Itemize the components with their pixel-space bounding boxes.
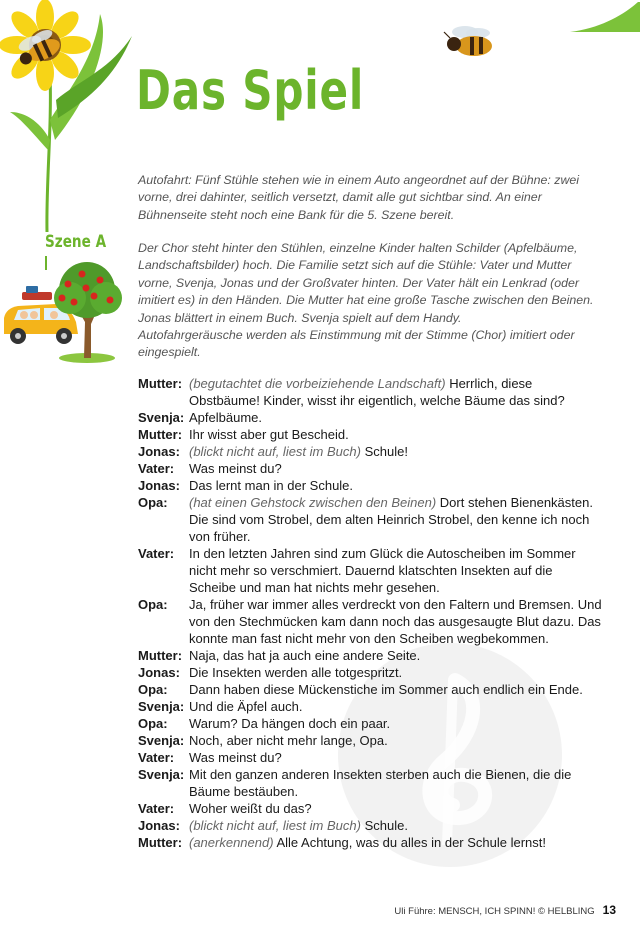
speaker-name: Mutter:	[138, 835, 183, 850]
speaker-name: Jonas:	[138, 478, 180, 493]
dialogue-text	[189, 545, 603, 596]
spoken-text: Noch, aber nicht mehr lange, Opa.	[189, 733, 388, 748]
dialogue-line	[138, 477, 603, 494]
accent-line	[45, 256, 49, 270]
dialogue-text	[189, 749, 603, 766]
dialogue-text	[189, 460, 603, 477]
dialogue-text	[189, 494, 603, 545]
stage-direction-inline: (blickt nicht auf, liest im Buch)	[189, 818, 361, 833]
dialogue-text	[189, 375, 603, 409]
dialogue-text	[189, 732, 603, 749]
dialogue-line	[138, 664, 603, 681]
spoken-text: Schule!	[360, 444, 408, 459]
dialogue-text	[189, 647, 603, 664]
spoken-text: Die Insekten werden alle totgespritzt.	[189, 665, 403, 680]
bee-icon	[440, 24, 502, 62]
spoken-text: Dann haben diese Mückenstiche im Sommer auch endlich ein Ende.	[189, 682, 583, 697]
speaker-name: Jonas:	[138, 818, 180, 833]
footer-credit: Uli Führe: MENSCH, ICH SPINN! © HELBLING	[394, 906, 595, 917]
dialogue-line	[138, 545, 603, 596]
spoken-text: Was meinst du?	[189, 750, 282, 765]
stage-direction-text: Der Chor steht hinter den Stühlen, einzelne Kinder halten Schilder (Apfelbäume, Landschaftsbilder) hoch. Die Familie setzt sich auf die Stühle: Vater und Mutter vorne, Svenja, Jonas und der Großvater hinten. Der Vater hält ein Lenkrad (oder imitiert es) in den Händen. Die Mutter hat eine große Tasche zwischen den Beinen. Jonas blättert in einem Buch. Svenja spielt auf dem Handy.	[138, 241, 594, 325]
apple-tree-icon	[48, 254, 126, 364]
spoken-text: Das lernt man in der Schule.	[189, 478, 354, 493]
spoken-text: In den letzten Jahren sind zum Glück die Autoscheiben im Sommer nicht mehr so verschmiert. Dauernd klatschten Insekten auf die Scheibe und man hat nichts mehr gesehen.	[189, 546, 576, 595]
spoken-text: Schule.	[360, 818, 408, 833]
speaker-name: Opa:	[138, 597, 168, 612]
dialogue-line	[138, 409, 603, 426]
stage-direction-inline: (blickt nicht auf, liest im Buch)	[189, 444, 361, 459]
speaker-name: Opa:	[138, 495, 168, 510]
speaker-name: Jonas:	[138, 444, 180, 459]
dialogue-text	[189, 477, 603, 494]
page-number: 13	[602, 903, 616, 917]
dialogue-text	[189, 715, 603, 732]
spoken-text: Mit den ganzen anderen Insekten sterben auch die Bienen, die die Bäume bestäuben.	[189, 767, 572, 799]
spoken-text: Naja, das hat ja auch eine andere Seite.	[189, 648, 421, 663]
dialogue-line	[138, 596, 603, 647]
dialogue-text	[189, 698, 603, 715]
speaker-name: Mutter:	[138, 376, 183, 391]
speaker-name: Mutter:	[138, 648, 183, 663]
footer	[394, 903, 616, 917]
dialogue-line	[138, 443, 603, 460]
spoken-text: Dort stehen Bienenkästen. Die sind vom Strobel, dem alten Heinrich Strobel, den kenne ich noch von früher.	[189, 495, 593, 544]
spoken-text: Herrlich, diese Obstbäume! Kinder, wisst ihr eigentlich, welche Bäume das sind?	[189, 376, 565, 408]
spoken-text: Was meinst du?	[189, 461, 282, 476]
speaker-name: Opa:	[138, 716, 168, 731]
dialogue-text	[189, 443, 603, 460]
spoken-text: Ja, früher war immer alles verdreckt von den Faltern und Bremsen. Und von den Stechmücken kam dann noch das ausgesaugte Blut dazu. Das konnte man fast nicht mehr von den Scheiben wegbekommen.	[189, 597, 602, 646]
dialogue-text	[189, 664, 603, 681]
speaker-name: Vater:	[138, 546, 175, 561]
speaker-name: Vater:	[138, 461, 175, 476]
speaker-name: Vater:	[138, 750, 175, 765]
spoken-text: Alle Achtung, was du alles in der Schule lernst!	[273, 835, 546, 850]
stage-direction-text: Autofahrt: Fünf Stühle stehen wie in einem Auto angeordnet auf der Bühne: zwei vorne, drei dahinter, seitlich versetzt, damit alle gut sichtbar sind. An einer Bühnenseite steht noch eine Bank für die 5. Szene bereit.	[138, 173, 580, 222]
dialogue-line	[138, 681, 603, 698]
speaker-name: Svenja:	[138, 410, 185, 425]
dialogue-line	[138, 715, 603, 732]
dialogue-text	[189, 596, 603, 647]
dialogue-text	[189, 426, 603, 443]
dialogue-line	[138, 494, 603, 545]
speaker-name: Vater:	[138, 801, 175, 816]
dialogue-line	[138, 647, 603, 664]
dialogue-text	[189, 800, 603, 817]
spoken-text: Ihr wisst aber gut Bescheid.	[189, 427, 349, 442]
dialogue-line	[138, 460, 603, 477]
spoken-text: Woher weißt du das?	[189, 801, 312, 816]
dialogue-line	[138, 426, 603, 443]
speaker-name: Jonas:	[138, 665, 180, 680]
stage-direction-setting	[138, 172, 600, 224]
spoken-text: Und die Äpfel auch.	[189, 699, 303, 714]
dialogue-line	[138, 698, 603, 715]
dialogue-line	[138, 732, 603, 749]
dialogue-line	[138, 834, 603, 851]
dialogue-line	[138, 749, 603, 766]
spoken-text: Warum? Da hängen doch ein paar.	[189, 716, 391, 731]
stage-direction-inline: (begutachtet die vorbeiziehende Landschaft)	[189, 376, 446, 391]
spoken-text: Apfelbäume.	[189, 410, 262, 425]
dialogue-text	[189, 409, 603, 426]
dialogue-text	[189, 681, 603, 698]
dialogue-line	[138, 800, 603, 817]
dialogue-text	[189, 834, 603, 851]
stage-direction-inline: (hat einen Gehstock zwischen den Beinen)	[189, 495, 437, 510]
speaker-name: Opa:	[138, 682, 168, 697]
stage-direction-text: Autofahrgeräusche werden als Einstimmung mit der Stimme (Chor) imitiert oder eingespielt.	[138, 328, 575, 360]
page-title: Das Spiel	[136, 59, 365, 122]
dialogue-line	[138, 375, 603, 409]
dialogue	[138, 375, 603, 851]
speaker-name: Svenja:	[138, 733, 185, 748]
sunflower-illustration	[0, 0, 135, 240]
scene-label: Szene A	[45, 232, 107, 252]
leaf-swoosh-decoration	[560, 0, 640, 36]
dialogue-line	[138, 817, 603, 834]
dialogue-text	[189, 817, 603, 834]
speaker-name: Mutter:	[138, 427, 183, 442]
dialogue-line	[138, 766, 603, 800]
speaker-name: Svenja:	[138, 767, 185, 782]
stage-direction-scene	[138, 240, 600, 362]
speaker-name: Svenja:	[138, 699, 185, 714]
dialogue-text	[189, 766, 603, 800]
stage-direction-inline: (anerkennend)	[189, 835, 274, 850]
